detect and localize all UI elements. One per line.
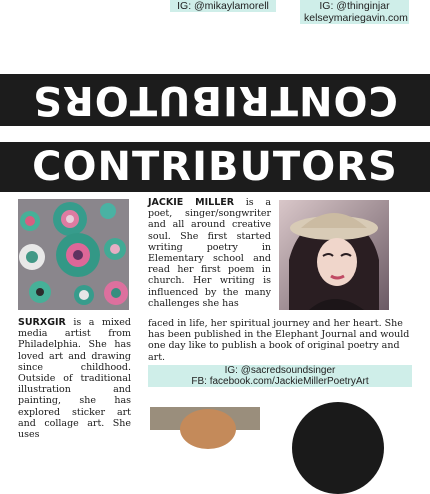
logo-circle xyxy=(292,402,384,494)
surxgir-artwork-image xyxy=(18,199,129,310)
portrait-illustration xyxy=(279,200,389,310)
jackie-instagram: IG: @sacredsoundsinger xyxy=(148,365,412,376)
contributor-photo-illustration xyxy=(150,407,260,430)
contributor-photo xyxy=(150,407,260,430)
jackie-miller-portrait xyxy=(279,200,389,310)
jackie-name: JACKIE MILLER xyxy=(148,197,235,208)
instagram-handle-mikayla: IG: @mikaylamorell xyxy=(170,0,276,12)
flipped-title-banner xyxy=(0,74,430,126)
jackie-bio-text: is a poet, singer/songwriter and all around creative soul. She first started writing poetry in Elementary school and read her first poem in church. Her writing is influenced by the many challenges she has xyxy=(148,197,271,309)
title-banner xyxy=(0,142,430,192)
jackie-bio-top xyxy=(148,197,271,309)
website-kelsey: kelseymariegavin.com xyxy=(300,12,409,24)
title-text: CONTRIBUTORS xyxy=(32,144,398,190)
jackie-facebook: FB: facebook.com/JackieMillerPoetryArt xyxy=(148,376,412,387)
surxgir-bio-text: is a mixed media artist from Philadelphia. She has loved art and drawing since childhood. Outside of traditional illustration and painting, she has explored sticker art and collage art. She uses xyxy=(18,317,131,441)
surxgir-bio xyxy=(18,317,131,440)
jackie-bio-bottom: faced in life, her spiritual journey and her heart. She has been published in the Elephant Journal and would one day like to publish a book of original poetry and art. xyxy=(148,318,410,363)
artwork-illustration xyxy=(18,199,129,310)
surxgir-name: SURXGIR xyxy=(18,317,66,328)
instagram-handle-thinginjar: IG: @thinginjar xyxy=(300,0,409,12)
flipped-title-text: CONTRIBUTORS xyxy=(32,77,398,123)
